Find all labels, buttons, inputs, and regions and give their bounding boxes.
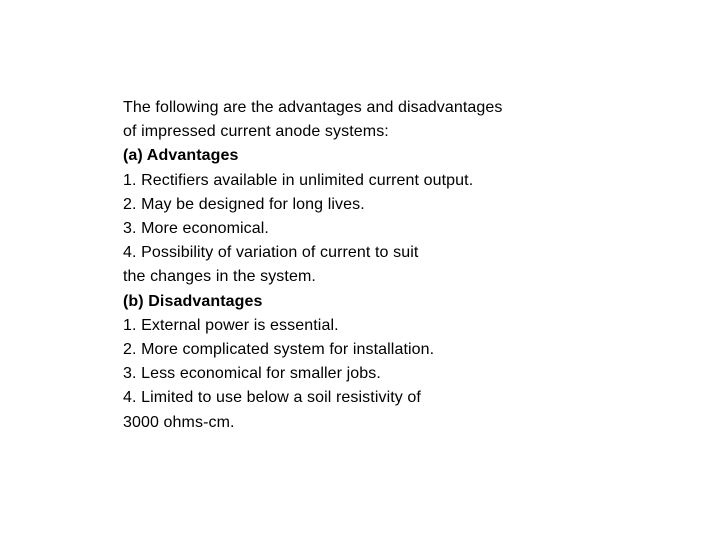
disadvantage-item-3: 3. Less economical for smaller jobs. xyxy=(123,365,381,383)
advantage-item-2: 2. May be designed for long lives. xyxy=(123,195,365,213)
intro-line-1: The following are the advantages and disadvantages xyxy=(123,99,503,116)
disadvantage-item-2: 2. More complicated system for installation. xyxy=(123,341,435,359)
intro-line-2: of impressed current anode systems: xyxy=(123,123,389,141)
disadvantages-heading: (b) Disadvantages xyxy=(123,292,263,310)
content-text-block xyxy=(123,96,683,435)
advantages-heading: (a) Advantages xyxy=(123,147,239,165)
disadvantage-item-1: 1. External power is essential. xyxy=(123,316,339,334)
disadvantage-item-4-continued: 3000 ohms-cm. xyxy=(123,413,235,431)
advantage-item-1: 1. Rectifiers available in unlimited current output. xyxy=(123,171,474,189)
disadvantage-item-4: 4. Limited to use below a soil resistivity of xyxy=(123,389,421,407)
advantage-item-3: 3. More economical. xyxy=(123,220,269,238)
advantage-item-4: 4. Possibility of variation of current to suit xyxy=(123,244,419,262)
advantage-item-4-continued: the changes in the system. xyxy=(123,268,316,286)
